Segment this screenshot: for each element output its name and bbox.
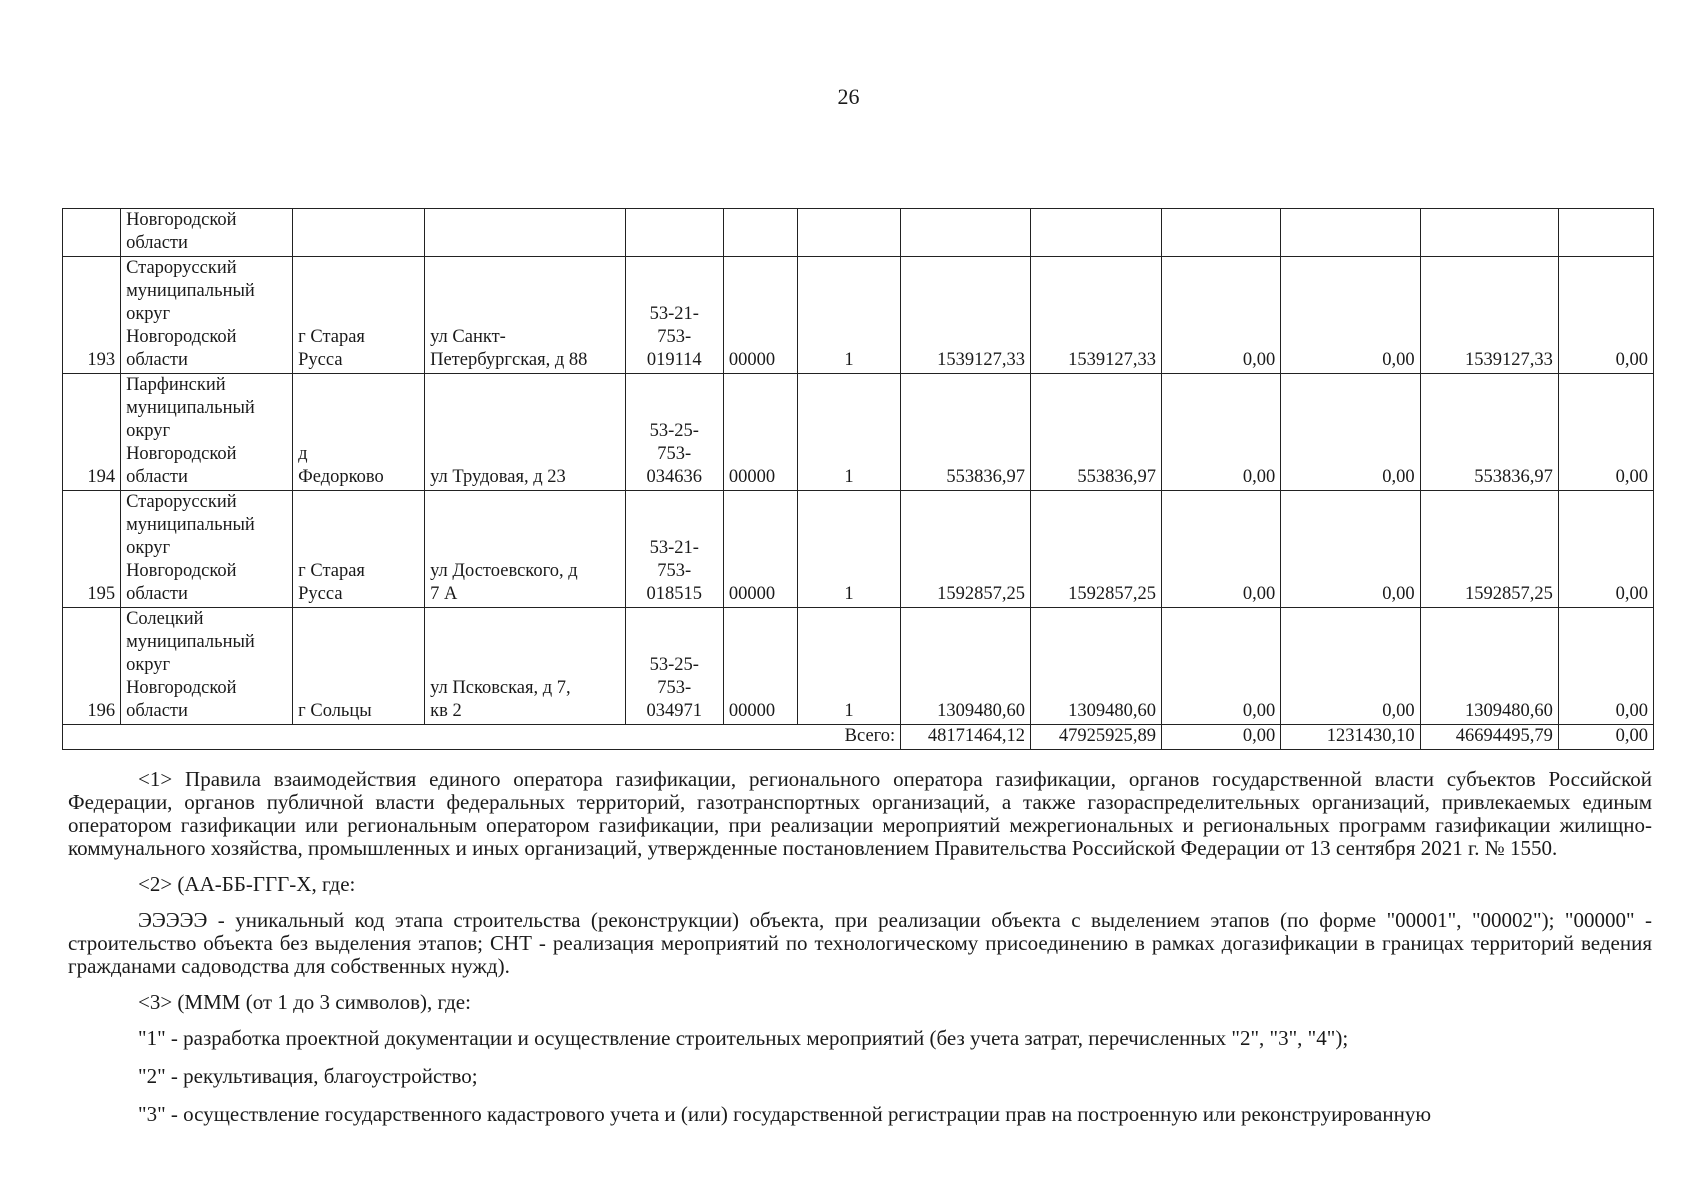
cell-stage: 00000	[723, 608, 797, 725]
cell-stage	[723, 209, 797, 257]
total-c1: 48171464,12	[901, 725, 1031, 750]
cell-stage: 00000	[723, 257, 797, 374]
footnotes	[68, 768, 1652, 1141]
cell-c5: 553836,97	[1420, 374, 1558, 491]
cell-street: ул Трудовая, д 23	[425, 374, 626, 491]
footnote-3-item-1: "1" - разработка проектной документации и осуществление строительных мероприятий (без учета затрат, перечисленных "2", "3", "4");	[138, 1026, 1349, 1050]
cell-street: ул Псковская, д 7, кв 2	[425, 608, 626, 725]
cell-stage: 00000	[723, 374, 797, 491]
cell-c5: 1309480,60	[1420, 608, 1558, 725]
cell-c1: 553836,97	[901, 374, 1031, 491]
cell-c4: 0,00	[1281, 608, 1420, 725]
cell-street: ул Санкт- Петербургская, д 88	[425, 257, 626, 374]
total-c5: 46694495,79	[1420, 725, 1558, 750]
cell-code	[625, 209, 723, 257]
footnote-1: <1> Правила взаимодействия единого оператора газификации, регионального оператора газификации, органов государственной власти субъектов Российской Федерации, органов публичной власти федеральных территорий, газотранспортных организаций, а также газораспределительных организаций, привлекаемых единым оператором газификации или региональным оператором газификации, при реализации мероприятий межрегиональных и региональных программ газификации жилищно-коммунального хозяйства, промышленных и иных организаций, утвержденные постановлением Правительства Российской Федерации от 13 сентября 2021 г. № 1550.	[68, 767, 1652, 860]
total-label: Всего:	[63, 725, 901, 750]
cell-num: 195	[63, 491, 121, 608]
cell-c2: 1309480,60	[1031, 608, 1162, 725]
cell-c4: 0,00	[1281, 374, 1420, 491]
page-number: 26	[837, 84, 860, 109]
table-body	[63, 209, 1654, 750]
cell-type: 1	[797, 608, 900, 725]
cell-num: 193	[63, 257, 121, 374]
footnote-2-heading: <2> (АА-ББ-ГГГ-Х, где:	[138, 872, 356, 896]
total-c3: 0,00	[1161, 725, 1280, 750]
cell-locality: г Старая Русса	[293, 257, 425, 374]
cell-municipality: Старорусский муниципальный округ Новгородской области	[121, 491, 293, 608]
cell-num: 196	[63, 608, 121, 725]
cell-municipality: Новгородской области	[121, 209, 293, 257]
cell-type: 1	[797, 374, 900, 491]
cell-code: 53-25- 753- 034636	[625, 374, 723, 491]
cell-c2: 553836,97	[1031, 374, 1162, 491]
footnote-3-item-3: "3" - осуществление государственного кадастрового учета и (или) государственной регистрации прав на построенную или реконструированную	[138, 1102, 1432, 1126]
footnote-3-heading: <3> (МММ (от 1 до 3 символов), где:	[138, 990, 471, 1014]
cell-street: ул Достоевского, д 7 А	[425, 491, 626, 608]
cell-c6: 0,00	[1558, 491, 1653, 608]
table-row	[63, 491, 1654, 608]
cell-type	[797, 209, 900, 257]
cell-locality: д Федорково	[293, 374, 425, 491]
cell-municipality: Солецкий муниципальный округ Новгородской области	[121, 608, 293, 725]
cell-c3: 0,00	[1161, 257, 1280, 374]
cell-c5: 1539127,33	[1420, 257, 1558, 374]
cell-c4	[1281, 209, 1420, 257]
cell-type: 1	[797, 491, 900, 608]
total-c4: 1231430,10	[1281, 725, 1420, 750]
cell-num	[63, 209, 121, 257]
cell-municipality: Парфинский муниципальный округ Новгородской области	[121, 374, 293, 491]
cell-c1: 1539127,33	[901, 257, 1031, 374]
cell-c2: 1539127,33	[1031, 257, 1162, 374]
cell-stage: 00000	[723, 491, 797, 608]
table-row	[63, 374, 1654, 491]
total-c2: 47925925,89	[1031, 725, 1162, 750]
cell-code: 53-25- 753- 034971	[625, 608, 723, 725]
cell-num: 194	[63, 374, 121, 491]
table-row	[63, 257, 1654, 374]
cell-street	[425, 209, 626, 257]
cell-c3: 0,00	[1161, 491, 1280, 608]
cell-c2: 1592857,25	[1031, 491, 1162, 608]
cell-c4: 0,00	[1281, 257, 1420, 374]
cell-locality	[293, 209, 425, 257]
cell-c2	[1031, 209, 1162, 257]
cell-locality: г Старая Русса	[293, 491, 425, 608]
cell-c4: 0,00	[1281, 491, 1420, 608]
cell-c5: 1592857,25	[1420, 491, 1558, 608]
cell-c1	[901, 209, 1031, 257]
cell-municipality: Старорусский муниципальный округ Новгородской области	[121, 257, 293, 374]
total-row	[63, 725, 1654, 750]
cell-c1: 1309480,60	[901, 608, 1031, 725]
gasification-table	[62, 208, 1654, 750]
cell-c6: 0,00	[1558, 608, 1653, 725]
cell-c6: 0,00	[1558, 374, 1653, 491]
cell-c3: 0,00	[1161, 374, 1280, 491]
cell-c1: 1592857,25	[901, 491, 1031, 608]
cell-c5	[1420, 209, 1558, 257]
cell-c3: 0,00	[1161, 608, 1280, 725]
table-row	[63, 209, 1654, 257]
cell-c6: 0,00	[1558, 257, 1653, 374]
cell-type: 1	[797, 257, 900, 374]
footnote-2-text: ЭЭЭЭЭ - уникальный код этапа строительства (реконструкции) объекта, при реализации объекта с выделением этапов (по форме "00001", "00002"); "00000" - строительство объекта без выделения этапов; СНТ - реализация мероприятий по технологическому присоединению в рамках догазификации в границах территорий ведения гражданами садоводства для собственных нужд).	[68, 908, 1652, 978]
cell-code: 53-21- 753- 019114	[625, 257, 723, 374]
cell-code: 53-21- 753- 018515	[625, 491, 723, 608]
cell-locality: г Сольцы	[293, 608, 425, 725]
cell-c6	[1558, 209, 1653, 257]
total-c6: 0,00	[1558, 725, 1653, 750]
footnote-3-item-2: "2" - рекультивация, благоустройство;	[138, 1064, 478, 1088]
cell-c3	[1161, 209, 1280, 257]
table-row	[63, 608, 1654, 725]
